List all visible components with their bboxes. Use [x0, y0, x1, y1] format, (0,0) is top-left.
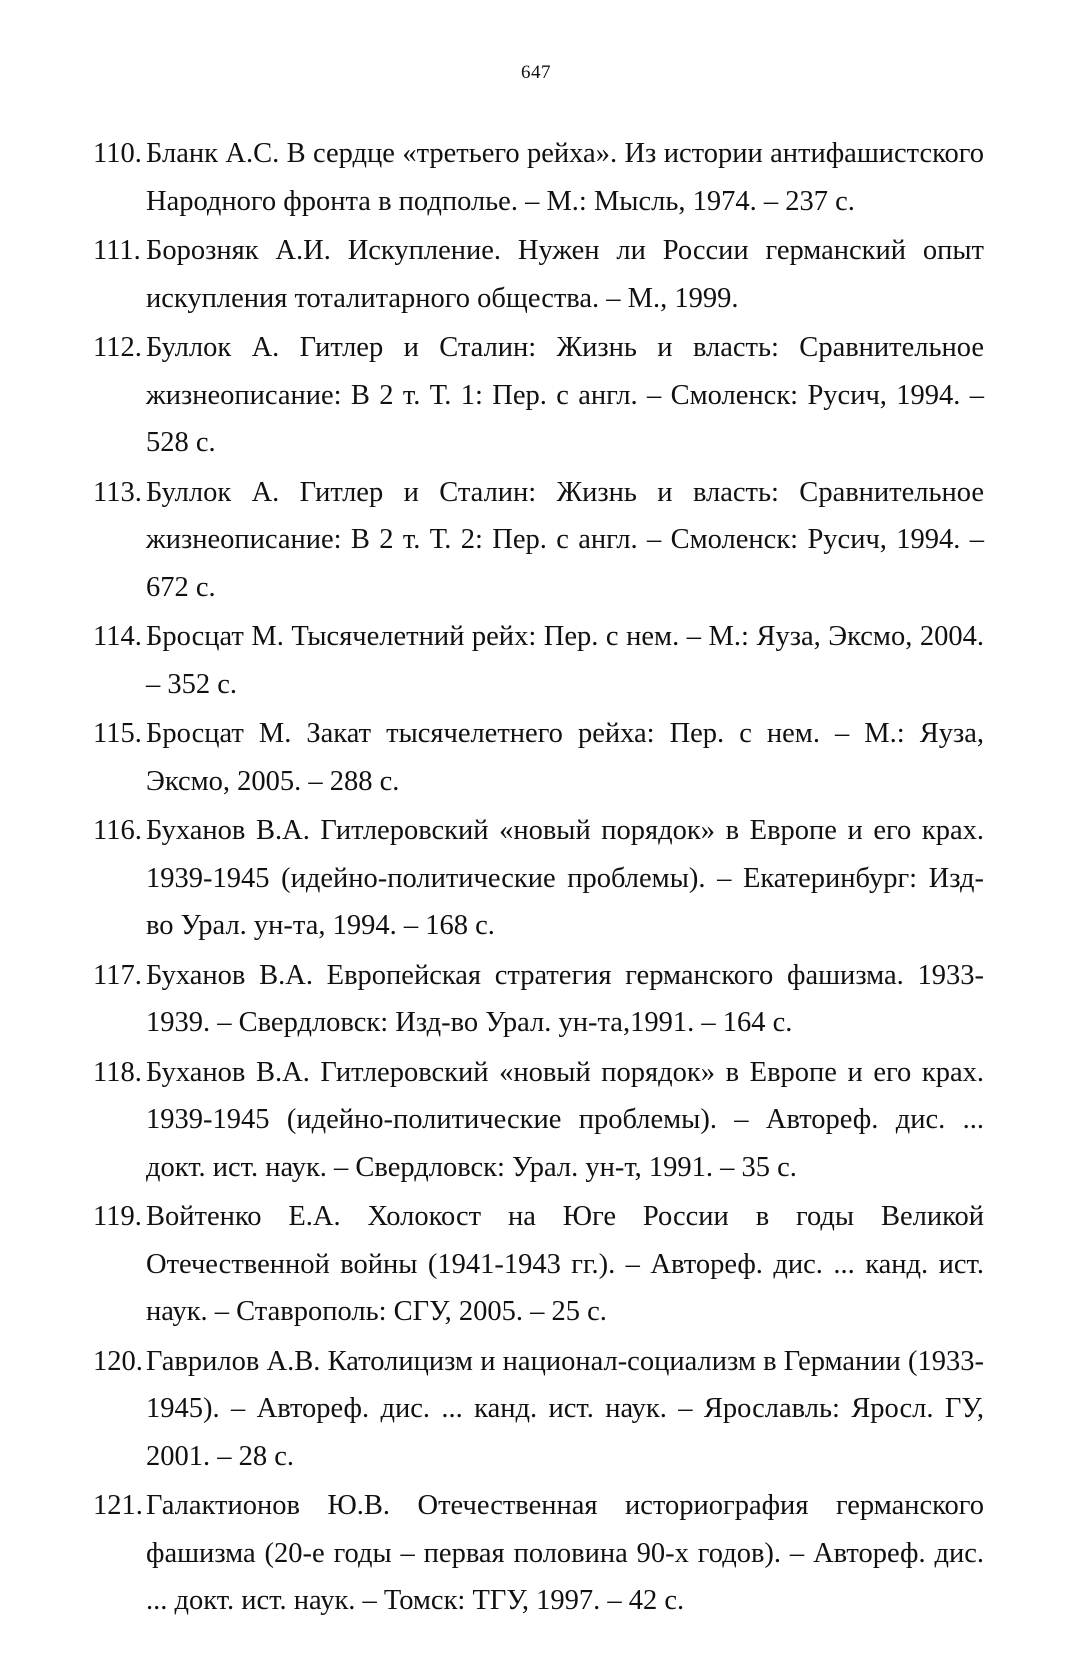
entry-number: 116. [93, 815, 142, 846]
entry-text: Буллок А. Гитлер и Сталин: Жизнь и власть: Сравнительное жизнеописание: В 2 т. Т. 2: Пер. с англ. – Смоленск: Русич, 1994. – 672 с. [146, 476, 984, 603]
bibliography-entry [0, 324, 1072, 467]
entry-number: 120. [93, 1345, 143, 1377]
bibliography-entry [0, 1482, 1072, 1625]
bibliography-entry [0, 710, 1072, 805]
bibliography-entry [0, 613, 1072, 708]
entry-number: 113. [93, 476, 142, 508]
entry-text: Бросцат М. Тысячелетний рейх: Пер. с нем. – М.: Яуза, Эксмо, 2004. – 352 с. [146, 621, 984, 700]
entry-text: Борозняк А.И. Искупление. Нужен ли России германский опыт искупления тоталитарного общества. – М., 1999. [146, 235, 984, 314]
bibliography-entry [0, 807, 1072, 950]
entry-number: 118. [93, 1056, 142, 1088]
entry-text: Буллок А. Гитлер и Сталин: Жизнь и власть: Сравнительное жизнеописание: В 2 т. Т. 1: Пер. с англ. – Смоленск: Русич, 1994. – 528 с. [146, 332, 984, 458]
page-number: 647 [521, 62, 551, 83]
bibliography-entry [0, 130, 1072, 225]
entry-text: Галактионов Ю.В. Отечественная историография германского фашизма (20-е годы – первая половина 90-х годов). – Автореф. дис. ... докт. ист. наук. – Томск: ТГУ, 1997. – 42 с. [146, 1490, 984, 1616]
entry-number: 111. [93, 235, 141, 266]
entry-number: 121. [93, 1490, 143, 1521]
entry-number: 117. [93, 959, 142, 991]
entry-number: 115. [93, 718, 142, 749]
entry-number: 119. [93, 1201, 142, 1232]
bibliography-entry [0, 1193, 1072, 1336]
entry-text: Бланк А.С. В сердце «третьего рейха». Из истории антифашистского Народного фронта в подполье. – М.: Мысль, 1974. – 237 с. [146, 138, 984, 217]
bibliography-entry [0, 952, 1072, 1047]
entry-number: 112. [93, 332, 142, 363]
bibliography-list [0, 130, 1072, 1627]
entry-number: 114. [93, 621, 142, 652]
entry-text: Бросцат М. Закат тысячелетнего рейха: Пер. с нем. – М.: Яуза, Эксмо, 2005. – 288 с. [146, 718, 984, 797]
entry-number: 110. [93, 138, 142, 169]
entry-text: Буханов В.А. Гитлеровский «новый порядок» в Европе и его крах. 1939-1945 (идейно-политические проблемы). – Екатеринбург: Изд-во Урал. ун-та, 1994. – 168 с. [146, 815, 984, 941]
entry-text: Войтенко Е.А. Холокост на Юге России в годы Великой Отечественной войны (1941-1943 гг.). – Автореф. дис. ... канд. ист. наук. – Ставрополь: СГУ, 2005. – 25 с. [146, 1201, 984, 1327]
bibliography-entry [0, 1049, 1072, 1192]
entry-text: Буханов В.А. Гитлеровский «новый порядок» в Европе и его крах. 1939-1945 (идейно-политические проблемы). – Автореф. дис. ... докт. ист. наук. – Свердловск: Урал. ун-т, 1991. – 35 с. [146, 1056, 984, 1183]
bibliography-entry [0, 1338, 1072, 1481]
entry-text: Буханов В.А. Европейская стратегия германского фашизма. 1933-1939. – Свердловск: Изд-во Урал. ун-та,1991. – 164 с. [146, 959, 984, 1038]
entry-text: Гаврилов А.В. Католицизм и национал-социализм в Германии (1933-1945). – Автореф. дис. ... канд. ист. наук. – Ярославль: Яросл. ГУ, 2001. – 28 с. [146, 1345, 984, 1472]
bibliography-entry [0, 469, 1072, 612]
bibliography-entry [0, 227, 1072, 322]
